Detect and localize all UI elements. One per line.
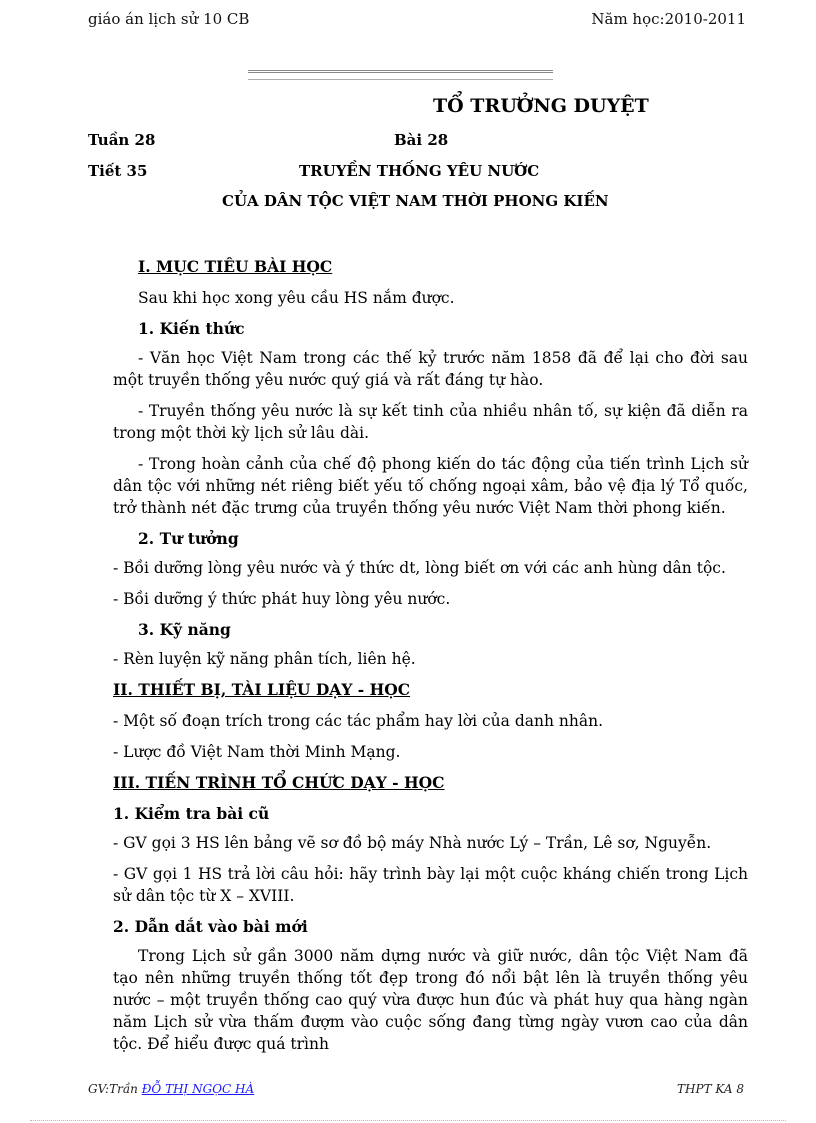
subheading-ideology: 2. Tư tưởng xyxy=(138,529,239,548)
signature-title: TỔ TRƯỞNG DUYỆT xyxy=(433,95,649,117)
footer-divider xyxy=(30,1120,786,1121)
skills-item-1: - Rèn luyện kỹ năng phân tích, liên hệ. xyxy=(113,650,416,668)
section-heading-objectives: I. MỤC TIÊU BÀI HỌC xyxy=(138,257,333,276)
subheading-knowledge: 1. Kiến thức xyxy=(138,319,245,338)
objectives-intro: Sau khi học xong yêu cầu HS nắm được. xyxy=(138,289,455,307)
header-divider xyxy=(248,70,553,80)
intro-paragraph: Trong Lịch sử gần 3000 năm dựng nước và giữ nước, dân tộc Việt Nam đã tạo nên những truyền thống tốt đẹp trong đó nổi bật lên là truyền thống yêu nước – một truyền thống cao quý vừa được hun đúc và phát huy qua hàng ngàn năm Lịch sử vừa thấm đượm vào cuộc sống đang từng ngày vươn cao của dân tộc. Để hiểu được quá trình xyxy=(113,947,748,1053)
lesson-title-line2: CỦA DÂN TỘC VIỆT NAM THỜI PHONG KIẾN xyxy=(222,192,609,210)
ideology-item-1: - Bồi dưỡng lòng yêu nước và ý thức dt, lòng biết ơn với các anh hùng dân tộc. xyxy=(113,559,726,577)
period-label: Tiết 35 xyxy=(88,162,148,180)
lesson-label: Bài 28 xyxy=(394,131,449,149)
materials-item-2: - Lược đồ Việt Nam thời Minh Mạng. xyxy=(113,743,401,761)
knowledge-item-3: - Trong hoàn cảnh của chế độ phong kiến do tác động của tiến trình Lịch sử dân tộc với những nét riêng biết yếu tố chống ngoại xâm, bảo vệ địa lý Tổ quốc, trở thành nét đặc trưng của truyền thống yêu nước Việt Nam thời phong kiến. xyxy=(113,455,748,517)
lesson-title-line1: TRUYỀN THỐNG YÊU NƯỚC xyxy=(299,162,540,180)
header-left: giáo án lịch sử 10 CB xyxy=(88,10,250,28)
knowledge-item-2: - Truyền thống yêu nước là sự kết tinh của nhiều nhân tố, sự kiện đã diễn ra trong một thời kỳ lịch sử lâu dài. xyxy=(113,402,748,442)
subheading-review: 1. Kiểm tra bài cũ xyxy=(113,804,270,823)
footer-teacher-label: GV:Trần xyxy=(88,1082,138,1096)
footer-right: THPT KA 8 xyxy=(677,1082,744,1096)
week-label: Tuần 28 xyxy=(88,131,156,149)
section-heading-process: III. TIẾN TRÌNH TỔ CHỨC DẠY - HỌC xyxy=(113,773,445,792)
document-body xyxy=(113,250,748,1064)
subheading-skills: 3. Kỹ năng xyxy=(138,620,231,639)
review-item-1: - GV gọi 3 HS lên bảng vẽ sơ đồ bộ máy Nhà nước Lý – Trần, Lê sơ, Nguyễn. xyxy=(113,834,712,852)
footer-left xyxy=(88,1082,254,1096)
review-item-2: - GV gọi 1 HS trả lời câu hỏi: hãy trình bày lại một cuộc kháng chiến trong Lịch sử dân tộc từ X – XVIII. xyxy=(113,865,748,905)
subheading-intro: 2. Dẫn dắt vào bài mới xyxy=(113,917,308,936)
ideology-item-2: - Bồi dưỡng ý thức phát huy lòng yêu nước. xyxy=(113,590,451,608)
materials-item-1: - Một số đoạn trích trong các tác phẩm hay lời của danh nhân. xyxy=(113,712,603,730)
knowledge-item-1: - Văn học Việt Nam trong các thế kỷ trước năm 1858 đã để lại cho đời sau một truyền thống yêu nước quý giá và rất đáng tự hào. xyxy=(113,349,748,389)
footer-teacher-link[interactable]: ĐỖ THỊ NGỌC HÀ xyxy=(141,1082,255,1096)
section-heading-materials: II. THIẾT BỊ, TÀI LIỆU DẠY - HỌC xyxy=(113,680,411,699)
header-right: Năm học:2010-2011 xyxy=(591,10,746,28)
